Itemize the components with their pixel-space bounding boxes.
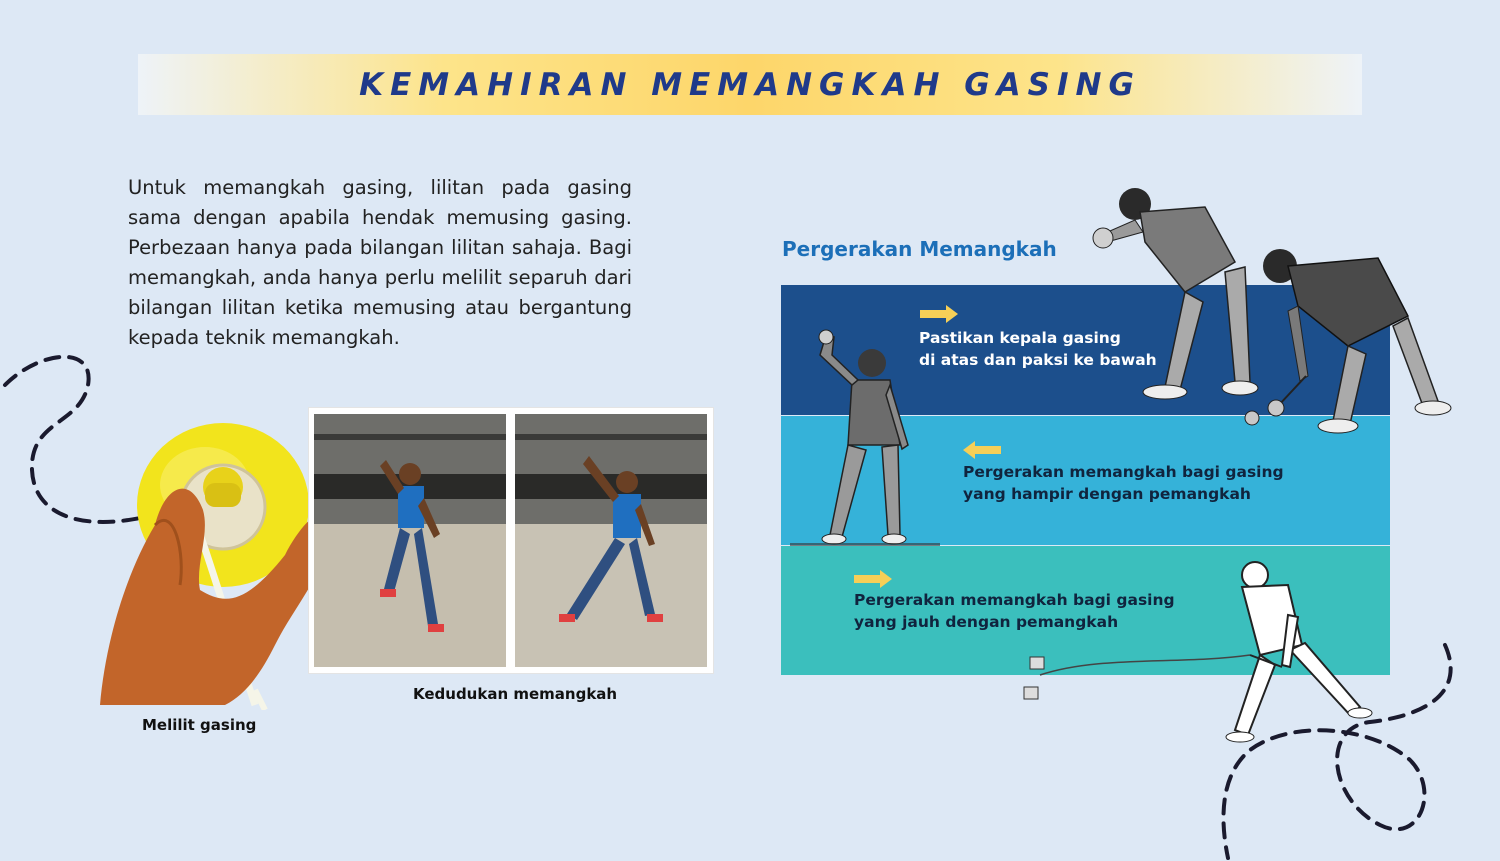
movement-text-2: [963, 461, 1284, 505]
thrower-figure-lunging: [1020, 555, 1380, 750]
thrower-figure-bending-2: [1238, 236, 1458, 436]
movement-text-3-line-2: yang jauh dengan pemangkah: [854, 613, 1119, 631]
caption-stance: Kedudukan memangkah: [413, 685, 618, 703]
movement-text-1-line-1: Pastikan kepala gasing: [919, 329, 1121, 347]
arrow-left-icon: [963, 441, 1001, 459]
movement-text-2-line-2: yang hampir dengan pemangkah: [963, 485, 1251, 503]
movement-text-1-line-2: di atas dan paksi ke bawah: [919, 351, 1157, 369]
arrow-right-icon: [854, 570, 892, 588]
thrower-figure-standing: [790, 325, 950, 550]
page-title: KEMAHIRAN MEMANGKAH GASING: [359, 66, 1141, 103]
hand-winding-gasing-image: [95, 415, 340, 710]
caption-wind-gasing: Melilit gasing: [142, 716, 257, 734]
stance-photo-1: [314, 414, 506, 667]
arrow-right-icon: [920, 305, 958, 323]
movement-text-3-line-1: Pergerakan memangkah bagi gasing: [854, 591, 1175, 609]
intro-paragraph: Untuk memangkah gasing, lilitan pada gasing sama dengan apabila hendak memusing gasing. Perbezaan hanya pada bilangan lilitan sahaja. Bagi memangkah, anda hanya perlu melilit separuh dari bilangan lilitan ketika memusing atau bergantung kepada teknik memangkah.: [128, 176, 632, 349]
title-banner: [138, 54, 1362, 115]
stance-photo-frame: [309, 408, 713, 673]
movement-heading: Pergerakan Memangkah: [782, 237, 1057, 261]
stance-photo-2: [515, 414, 707, 667]
movement-text-2-line-1: Pergerakan memangkah bagi gasing: [963, 463, 1284, 481]
